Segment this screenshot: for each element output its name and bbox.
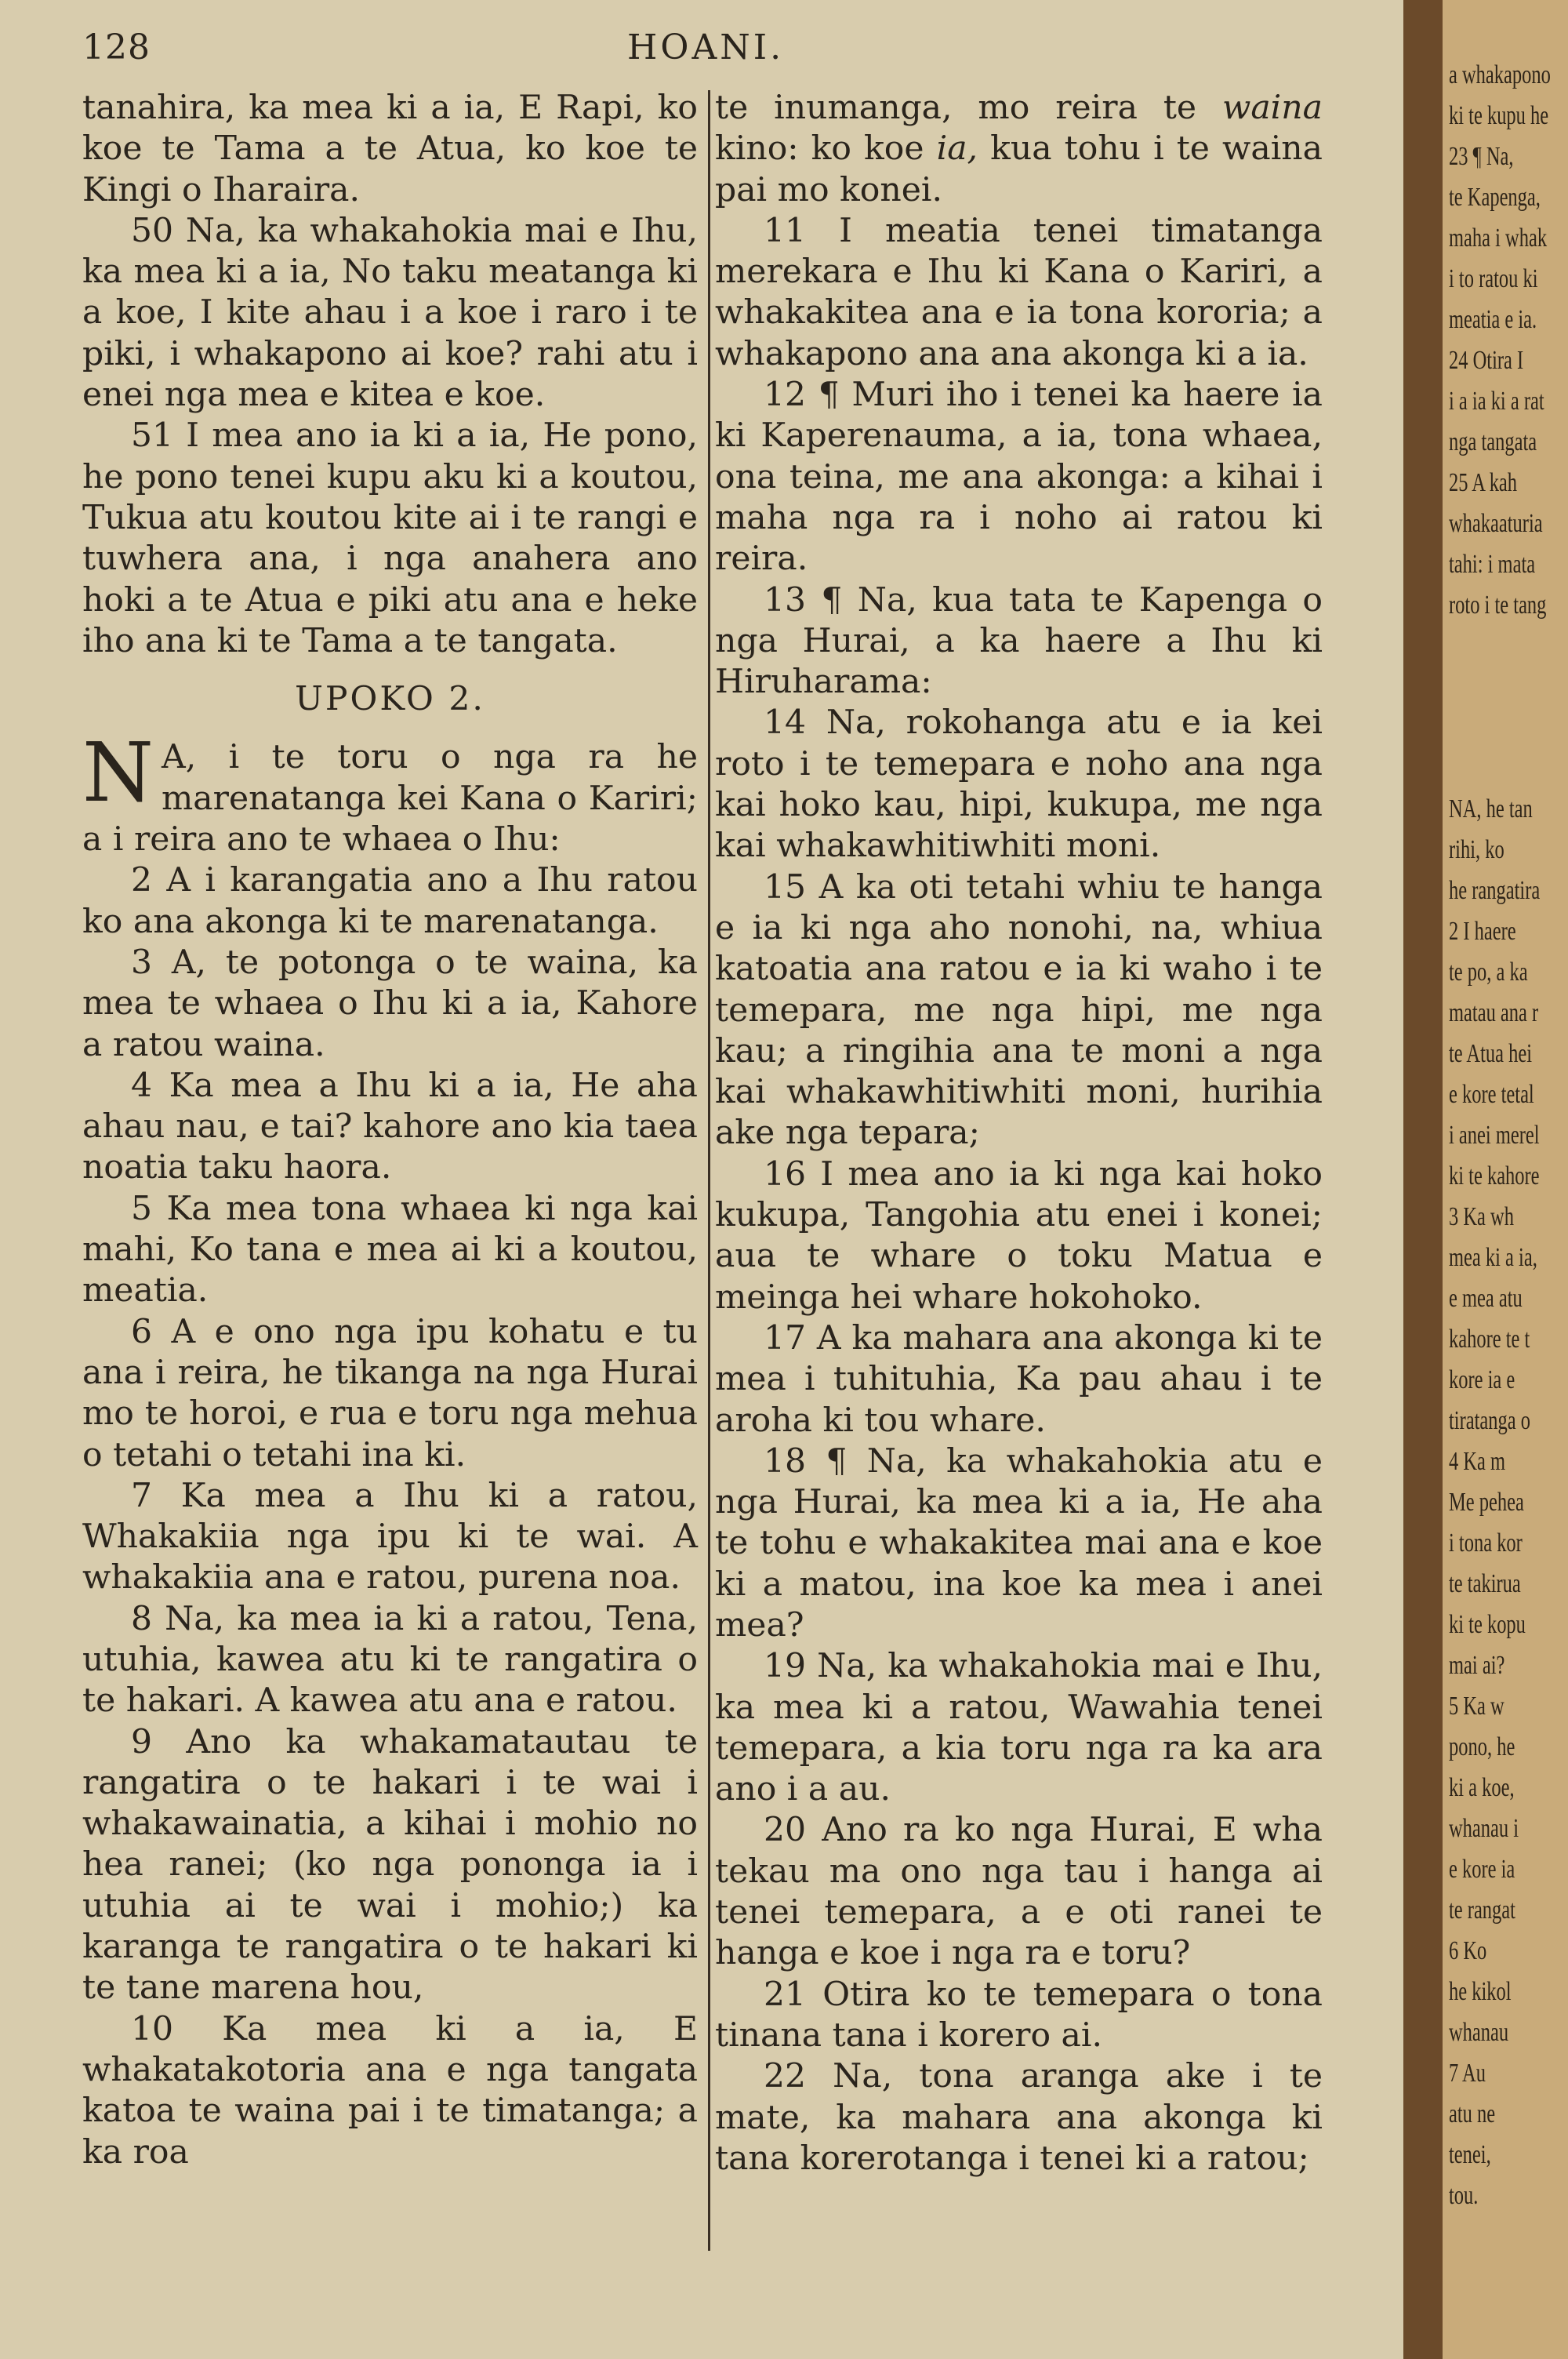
column-divider [708,90,710,2251]
italic-word-waina: waina [1221,89,1323,127]
verse-18: 18 ¶ Na, ka whakahokia atu e nga Hurai, ka mea ki a ia, He aha te tohu e whakakitea mai ana e koe ki a matou, ina koe ka mea i anei mea? [715,1441,1323,1645]
next-page-line: 24 Otira I [1449,346,1524,375]
verse-50: 50 Na, ka whakahokia mai e Ihu, ka mea ki a ia, No taku meatanga ki a koe, I kite ahau i a koe i raro i te piki, i whakapono ai koe? rahi atu i enei nga mea e kitea e koe. [82,211,698,415]
verse-19: 19 Na, ka whakahokia mai e Ihu, ka mea ki a ratou, Wawahia tenei temepara, a kia toru nga ra ka ara ano i a au. [715,1647,1323,1809]
next-page-line: te rangat [1449,1896,1515,1925]
verse-15: 15 A ka oti tetahi whiu te hanga e ia ki nga aho nonohi, na, whiua katoatia ana ratou e ia ki waho i te temepara, me nga hipi, me nga kau; a ringihia ana te moni a nga kai whakawhitiwhiti moni, hurihia ake nga tepara; [715,867,1323,1153]
left-column [82,88,698,2173]
next-page-line: 5 Ka w [1449,1692,1504,1721]
next-page-line: i to ratou ki [1449,264,1538,293]
next-page-line: te Kapenga, [1449,183,1541,212]
next-page-line: whakaaturia [1449,509,1543,538]
verse-1 [82,725,698,860]
verse-7: 7 Ka mea a Ihu ki a ratou, Whakakiia nga ipu ki te wai. A whakakiia ana e ratou, purena noa. [82,1476,698,1598]
verse-3: 3 A, te potonga o te waina, ka mea te whaea o Ihu ki a ia, Kahore a ratou waina. [82,943,698,1064]
chapter-heading: UPOKO 2. [295,680,485,719]
next-page-line: kahore te t [1449,1325,1530,1354]
verse-11: 11 I meatia tenei timatanga merekara e Ihu ki Kana o Kariri, a whakakitea ana e ia tona kororia; a whakapono ana ana akonga ki a ia. [715,211,1323,373]
next-page-line: NA, he tan [1449,794,1533,823]
verse-22: 22 Na, tona aranga ake i te mate, ka mahara ana akonga ki tana korerotanga i tenei ki a ratou; [715,2057,1323,2178]
verse-5: 5 Ka mea tona whaea ki nga kai mahi, Ko tana e mea ai ki a koutou, meatia. [82,1189,698,1310]
next-page-line: mai ai? [1449,1651,1505,1680]
verse-6: 6 A e ono nga ipu kohatu e tu ana i reira, he tikanga na nga Hurai mo te horoi, e rua e toru nga mehua o tetahi o tetahi ina ki. [82,1312,698,1474]
next-page-line: meatia e ia. [1449,305,1537,334]
continuation-part-c: kua tohu i te waina pai mo konei. [715,129,1323,209]
verse-10: 10 Ka mea ki a ia, E whakatakotoria ana e nga tangata katoa te waina pai i te timatanga; a ka roa [82,2009,698,2172]
next-page-line: te takirua [1449,1569,1521,1598]
continuation-part-b: kino: ko koe [715,129,937,169]
next-page-line: ki te kopu [1449,1610,1526,1639]
verse-51: 51 I mea ano ia ki a ia, He pono, he pono tenei kupu aku ki a koutou, Tukua atu koutou kite ai i te rangi e tuwhera ana, i nga anahera ano hoki a te Atua e piki atu ana e heke iho ana ki te Tama a te tangata. [82,416,698,660]
next-page-line: 25 A kah [1449,468,1518,497]
next-page-line: roto i te tang [1449,591,1547,620]
next-page-line: a whakapono [1449,60,1551,89]
next-page-line: Me pehea [1449,1488,1524,1517]
next-page-line: tahi: i mata [1449,550,1536,579]
next-page-line: e mea atu [1449,1284,1523,1313]
next-page-line: i a ia ki a rat [1449,387,1544,416]
next-page-line: he kikol [1449,1977,1512,2006]
next-page-text [1449,55,1551,2216]
verse-9: 9 Ano ka whakamatautau te rangatira o te hakari i te wai i whakawainatia, a kihai i mohio no hea ranei; (ko nga pononga ia i utuhia ai te wai i mohio;) ka karanga te rangatira o te hakari ki te tane marena hou, [82,1722,698,2008]
next-page-line: matau ana r [1449,998,1539,1027]
verse-continuation: tanahira, ka mea ki a ia, E Rapi, ko koe te Tama a te Atua, ko koe te Kingi o Iharaira. [82,89,698,209]
next-page-line: 6 Ko [1449,1936,1487,1965]
page-header [0,27,1403,75]
next-page-line: i tona kor [1449,1528,1523,1558]
next-page-line [1449,626,1544,667]
next-page-line: atu ne [1449,2099,1496,2128]
drop-cap: N [82,725,154,821]
next-page-line: 2 I haere [1449,917,1516,946]
verse-8: 8 Na, ka mea ia ki a ratou, Tena, utuhia, kawea atu ki te rangatira o te hakari. A kawea atu ana e ratou. [82,1599,698,1721]
verse-14: 14 Na, rokohanga atu e ia kei roto i te temepara e noho ana nga kai hoko kau, hipi, kukupa, me nga kai whakawhitiwhiti moni. [715,703,1323,866]
next-page-line: tiratanga o [1449,1406,1530,1435]
next-page-line: nga tangata [1449,427,1537,456]
next-page-edge [1443,0,1568,2359]
next-page-line: ki te kahore [1449,1161,1540,1190]
next-page-line: i anei merel [1449,1121,1540,1150]
next-page-line: tou. [1449,2181,1479,2210]
next-page-line: maha i whak [1449,224,1548,253]
next-page-line: whanau [1449,2018,1509,2047]
next-page-line: 7 Au [1449,2059,1486,2088]
next-page-line: 4 Ka m [1449,1447,1506,1476]
next-page-line: he rangatira [1449,876,1541,905]
next-page-line [1449,748,1544,789]
verse-2: 2 A i karangatia ano a Ihu ratou ko ana akonga ki te marenatanga. [82,861,698,941]
next-page-line: ki a koe, [1449,1773,1515,1802]
verse-4: 4 Ka mea a Ihu ki a ia, He aha ahau nau, e tai? kahore ano kia taea noatia taku haora. [82,1066,698,1187]
verse-20: 20 Ano ra ko nga Hurai, E wha tekau ma ono nga tau i hanga ai tenei temepara, a e oti ranei te hanga e koe i nga ra e toru? [715,1811,1323,1973]
next-page-line: 3 Ka wh [1449,1202,1514,1231]
verse-17: 17 A ka mahara ana akonga ki te mea i tuhituhia, Ka pau ahau i te aroha ki tou whare. [715,1318,1323,1440]
running-head: HOANI. [627,27,785,67]
next-page-line: e kore tetal [1449,1080,1534,1109]
page-number: 128 [82,27,151,67]
next-page-line: pono, he [1449,1732,1515,1761]
next-page-line [1449,667,1544,707]
next-page-line: 23 ¶ Na, [1449,142,1514,171]
verse-1-text: A, i te toru o nga ra he marenatanga kei Kana o Kariri; a i reira ano te whaea o Ihu: [82,738,698,860]
verse-16: 16 I mea ano ia ki nga kai hoko kukupa, Tangohia atu enei i konei; aua te whare o toku Matua e meinga hei whare hokohoko. [715,1154,1323,1317]
next-page-line: mea ki a ia, [1449,1243,1537,1272]
italic-word-ia: ia, [936,129,978,169]
verse-13: 13 ¶ Na, kua tata te Kapenga o nga Hurai, a ka haere a Ihu ki Hiruharama: [715,580,1323,702]
verse-10-continuation [715,88,1323,211]
next-page-line: kore ia e [1449,1365,1515,1394]
verse-21: 21 Otira ko te temepara o tona tinana tana i korero ai. [715,1975,1323,2055]
next-page-line: ki te kupu he [1449,101,1549,130]
next-page-line: te Atua hei [1449,1039,1533,1068]
next-page-line: e kore ia [1449,1855,1515,1884]
next-page-line: te po, a ka [1449,958,1528,987]
verse-12: 12 ¶ Muri iho i tenei ka haere ia ki Kaperenauma, a ia, tona whaea, ona teina, me ana akonga: a kihai i maha nga ra i noho ai ratou ki reira. [715,376,1323,579]
next-page-line: whanau i [1449,1814,1519,1843]
next-page-line: tenei, [1449,2140,1491,2169]
right-column [715,88,1323,2179]
continuation-part-a: te inumanga, mo reira te [715,89,1222,127]
next-page-line [1449,707,1544,748]
next-page-line: rihi, ko [1449,835,1504,864]
